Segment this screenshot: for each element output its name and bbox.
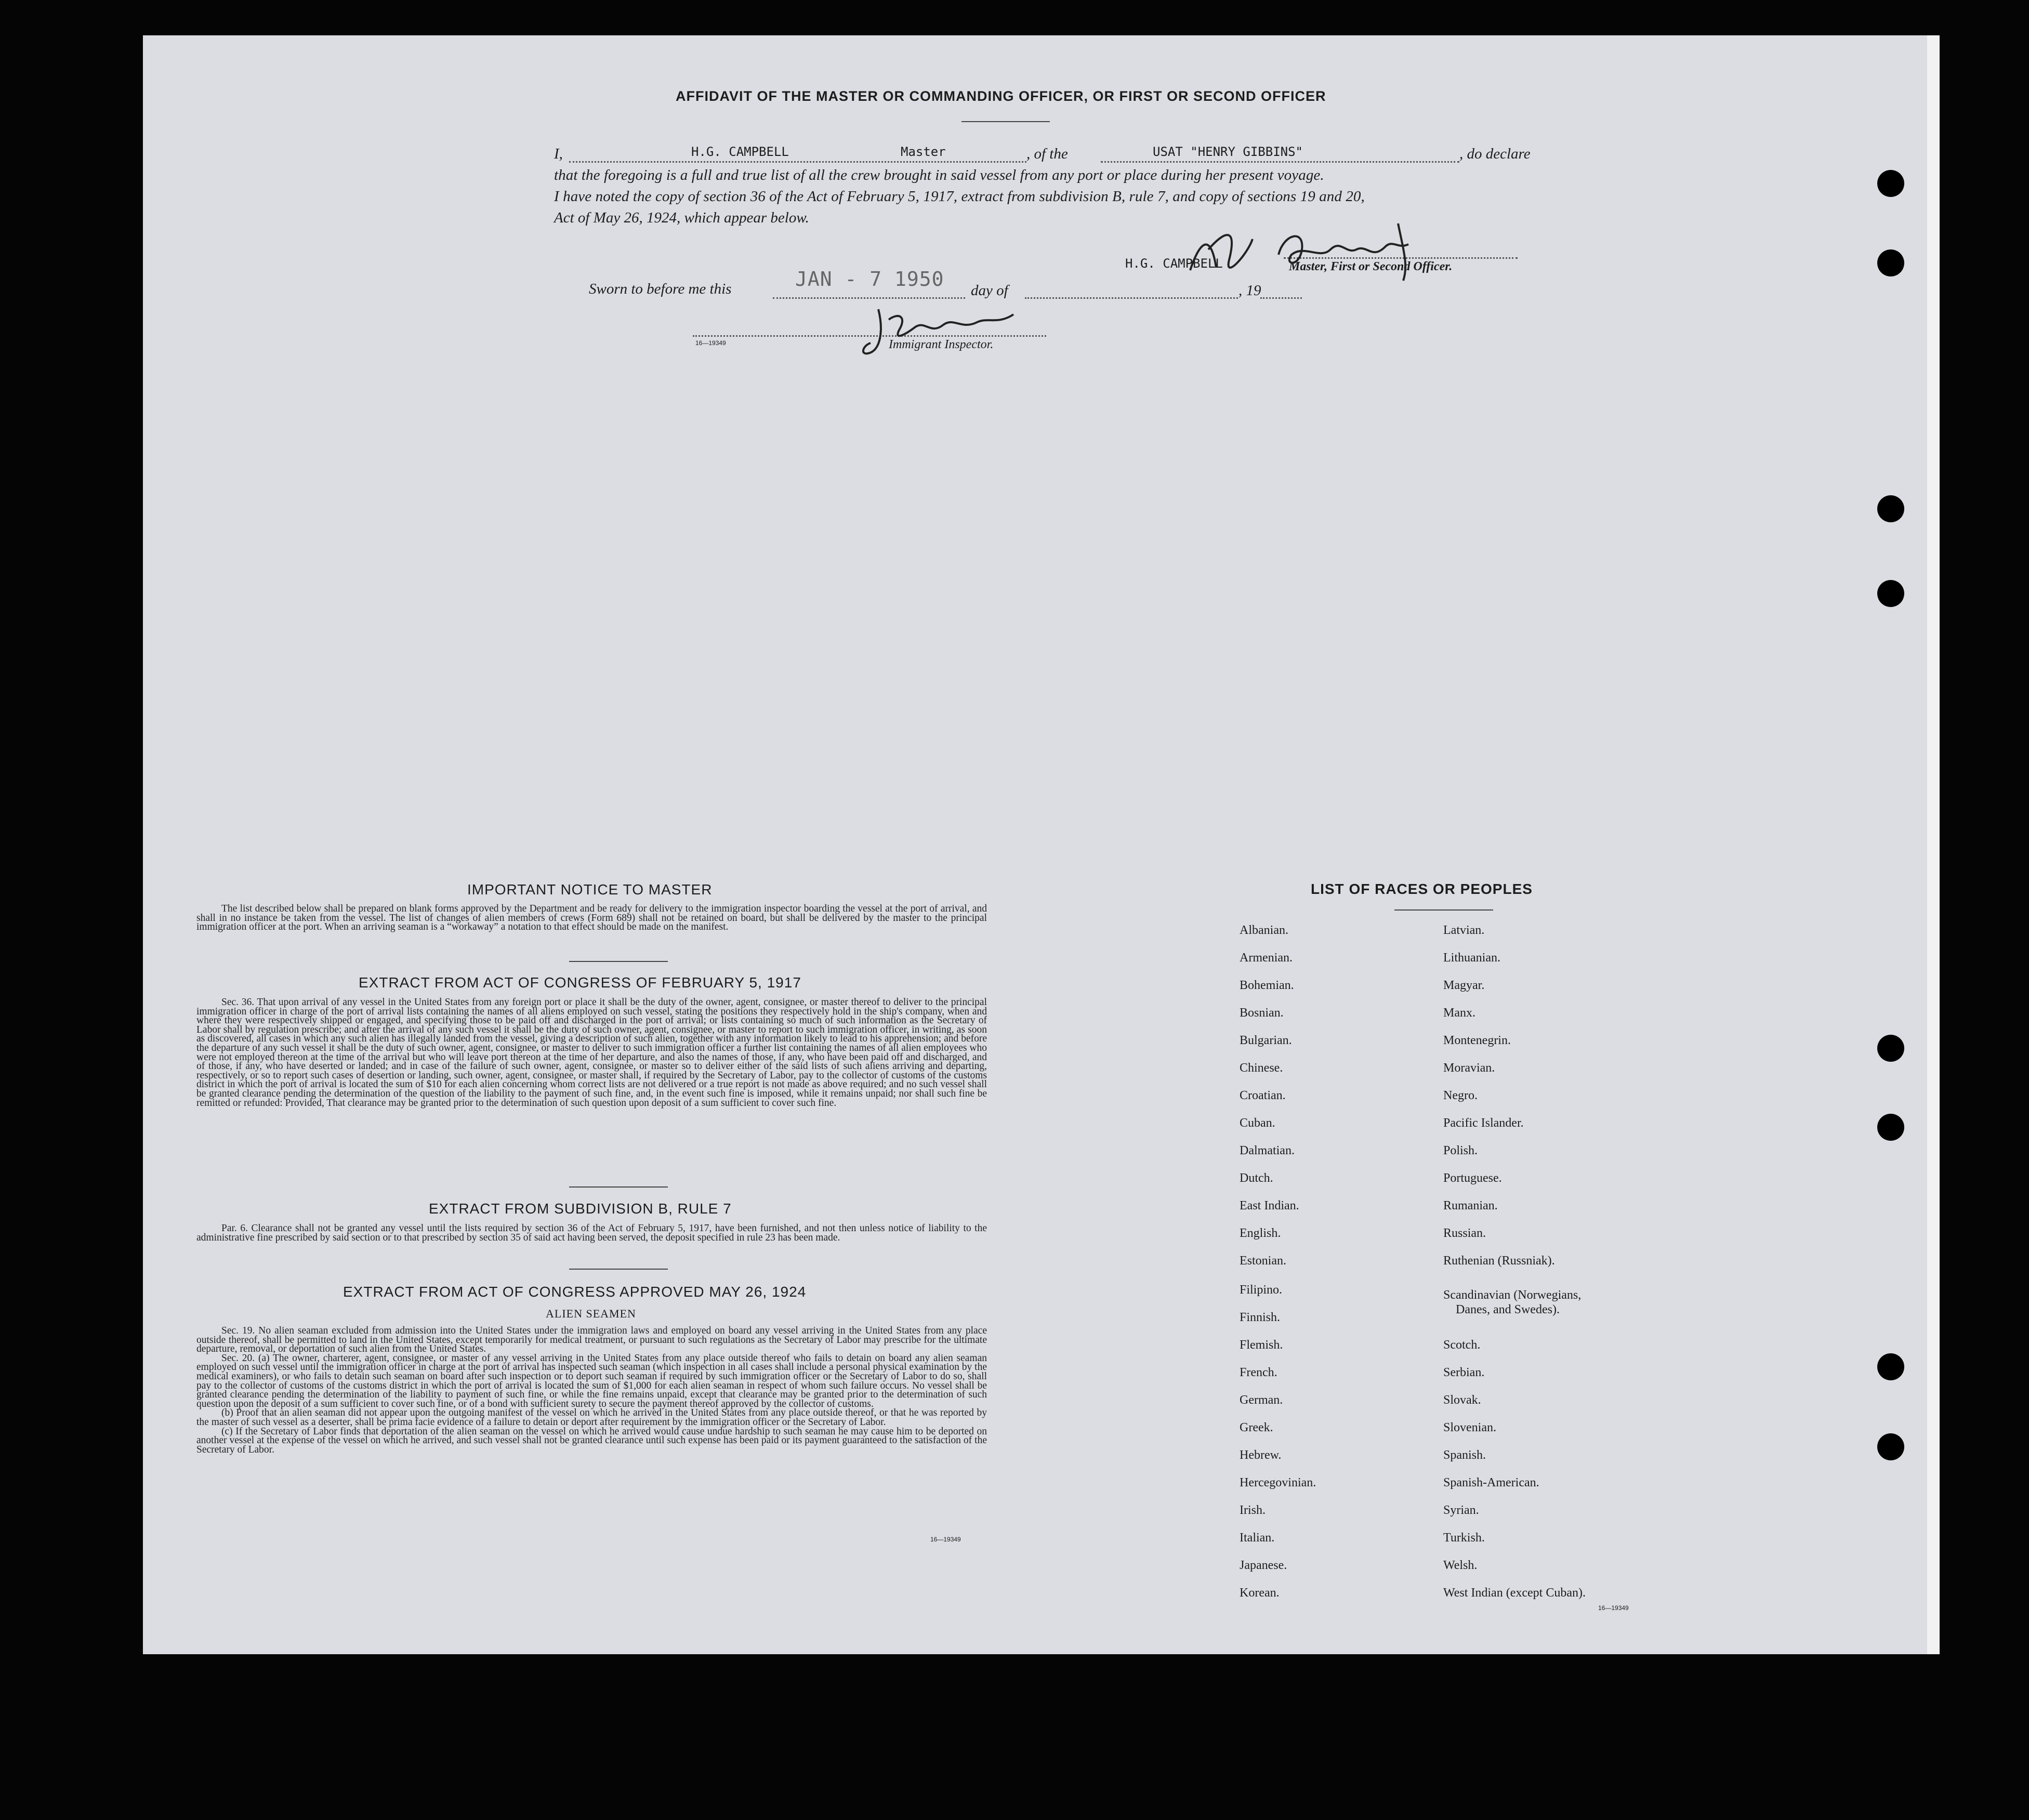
race-item: Scotch. bbox=[1443, 1338, 1481, 1352]
race-item: Manx. bbox=[1443, 1006, 1475, 1020]
race-item: Greek. bbox=[1240, 1421, 1273, 1434]
race-item: Montenegrin. bbox=[1443, 1034, 1511, 1047]
race-item: Dalmatian. bbox=[1240, 1144, 1295, 1157]
race-item: Portuguese. bbox=[1443, 1171, 1502, 1185]
signer-typed: H.G. CAMPBELL bbox=[1125, 256, 1223, 271]
affidavit-line-4: Act of May 26, 1924, which appear below. bbox=[554, 209, 809, 226]
punch-hole bbox=[1877, 1353, 1904, 1380]
notice-paragraph: The list described below shall be prepared on blank forms approved by the Department and be ready for delivery to the immigration inspector boarding the vessel at the port of arrival, and shall in no instance be taken from the vessel. The list of changes of alien members of crews (Form 689) shall not be retained on board, but shall be delivered by the master to the principal immigration officer at the port. When an arriving seaman is a “workaway” a notation to that effect should be made on the manifest. bbox=[196, 903, 987, 933]
race-item: Welsh. bbox=[1443, 1559, 1478, 1572]
race-item: Hercegovinian. bbox=[1240, 1476, 1316, 1489]
race-item: Chinese. bbox=[1240, 1061, 1283, 1075]
race-item: Polish. bbox=[1443, 1144, 1478, 1157]
race-item: Filipino. bbox=[1240, 1283, 1283, 1297]
race-item: Syrian. bbox=[1443, 1504, 1479, 1517]
vessel-typed: USAT "HENRY GIBBINS" bbox=[1153, 144, 1303, 159]
punch-hole bbox=[1877, 1035, 1904, 1062]
race-item: Bohemian. bbox=[1240, 979, 1294, 992]
rule7-body bbox=[196, 1224, 987, 1242]
extract-form-no: 16—19349 bbox=[930, 1536, 961, 1543]
race-item: East Indian. bbox=[1240, 1199, 1299, 1212]
rank-typed: Master bbox=[901, 144, 946, 159]
section-divider bbox=[569, 1186, 668, 1188]
race-item: Negro. bbox=[1443, 1089, 1478, 1102]
race-item: Spanish-American. bbox=[1443, 1476, 1539, 1489]
affidavit-form-no: 16—19349 bbox=[695, 339, 726, 347]
extract-1917-body bbox=[196, 998, 987, 1107]
sec-20a-paragraph: Sec. 20. (a) The owner, charterer, agent, consignee, or master of any vessel arriving in the United States from any place outside thereof who fails to detain on board any alien seaman employed on such vessel until the immigration officer in charge at the port of arrival has inspected such seaman (which inspection in all cases shall include a personal physical examination by the medical examiners), or who fails to detain such seaman on board after such inspection or to deport such seaman if required by such immigration officer or the Secretary of Labor to do so, shall pay to the collector of customs of the customs district in which the port of arrival is located the sum of $1,000 for each alien seaman in respect of whom such failure occurs. No vessel shall be granted clearance pending the determination of the liability to payment of such fine, or while the fine remains unpaid, except that clearance may be granted prior to the determination of such question upon the deposit of a sum sufficient to cover such fine, or of a bond with sufficient surety to secure the payment thereof approved by the collector of customs. bbox=[196, 1352, 987, 1409]
par-6-paragraph: Par. 6. Clearance shall not be granted any vessel until the lists required by section 36 of the Act of February 5, 1917, have been furnished, and not then unless notice of liability to the administrative fine prescribed by said section or to that prescribed by section 35 of said act having been served, the deposit specified in rule 23 has been made. bbox=[196, 1223, 987, 1243]
punch-hole bbox=[1877, 170, 1904, 197]
race-item: German. bbox=[1240, 1393, 1283, 1407]
vessel-line bbox=[1101, 161, 1459, 163]
affidavit-line-2: that the foregoing is a full and true list of all the crew brought in said vessel from any port or place during her present voyage. bbox=[554, 167, 1324, 183]
extract-1924-body bbox=[196, 1326, 987, 1454]
races-form-no: 16—19349 bbox=[1598, 1604, 1629, 1612]
race-item: Pacific Islander. bbox=[1443, 1116, 1524, 1130]
race-item: Estonian. bbox=[1240, 1254, 1286, 1268]
race-item: Cuban. bbox=[1240, 1116, 1275, 1130]
race-item: Turkish. bbox=[1443, 1531, 1485, 1545]
sec-20c-paragraph: (c) If the Secretary of Labor finds that deportation of the alien seaman on the vessel on which he arrived would cause undue hardship to such seaman he may cause him to be deported on another vessel at the expense of the vessel on which he arrived, and such vessel shall not be granted clearance until such expense has been paid or its payment guaranteed to the satisfaction of the Secretary of Labor. bbox=[196, 1426, 987, 1455]
race-item: English. bbox=[1240, 1226, 1281, 1240]
races-divider bbox=[1394, 909, 1493, 911]
year-prefix: , 19 bbox=[1239, 282, 1261, 299]
name-line bbox=[569, 161, 1026, 163]
inspector-label: Immigrant Inspector. bbox=[889, 338, 994, 351]
race-item: Slovak. bbox=[1443, 1393, 1481, 1407]
notice-body bbox=[196, 904, 987, 932]
rule7-title: EXTRACT FROM SUBDIVISION B, RULE 7 bbox=[429, 1201, 732, 1217]
affidavit-i-label: I, bbox=[554, 146, 563, 162]
sworn-label: Sworn to before me this bbox=[589, 281, 732, 297]
race-item: Latvian. bbox=[1443, 924, 1485, 937]
race-item: Ruthenian (Russniak). bbox=[1443, 1254, 1555, 1268]
race-item: Moravian. bbox=[1443, 1061, 1495, 1075]
punch-hole bbox=[1877, 1114, 1904, 1141]
races-title: LIST OF RACES OR PEOPLES bbox=[1311, 881, 1533, 897]
sec-19-paragraph: Sec. 19. No alien seaman excluded from admission into the United States under the immigration laws and employed on board any vessel arriving in the United States from any place outside thereof, shall be permitted to land in the United States, except temporarily for medical treatment, or pursuant to such regulations as the Secretary of Labor may prescribe for the ultimate departure, removal, or deportation of such alien from the United States. bbox=[196, 1325, 987, 1355]
master-label: Master, First or Second Officer. bbox=[1289, 260, 1453, 273]
punch-hole bbox=[1877, 1433, 1904, 1460]
race-item: Korean. bbox=[1240, 1586, 1280, 1600]
race-item: Rumanian. bbox=[1443, 1199, 1498, 1212]
race-item: Bosnian. bbox=[1240, 1006, 1284, 1020]
race-item: Lithuanian. bbox=[1443, 951, 1500, 965]
race-item: Japanese. bbox=[1240, 1559, 1287, 1572]
affidavit-title: AFFIDAVIT OF THE MASTER OR COMMANDING OFFICER, OR FIRST OR SECOND OFFICER bbox=[676, 88, 1326, 104]
race-item: Danes, and Swedes). bbox=[1456, 1303, 1560, 1316]
race-item: Albanian. bbox=[1240, 924, 1288, 937]
punch-hole bbox=[1877, 249, 1904, 276]
alien-seamen-subtitle: ALIEN SEAMEN bbox=[546, 1307, 636, 1320]
affidavit-line-3: I have noted the copy of section 36 of the Act of February 5, 1917, extract from subdivision B, rule 7, and copy of sections 19 and 20, bbox=[554, 188, 1365, 205]
of-the-label: , of the bbox=[1026, 146, 1068, 162]
race-item: Finnish. bbox=[1240, 1311, 1281, 1324]
day-of-label: day of bbox=[971, 282, 1008, 299]
section-divider bbox=[569, 1269, 668, 1270]
race-item: West Indian (except Cuban). bbox=[1443, 1586, 1586, 1600]
race-item: Scandinavian (Norwegians, bbox=[1443, 1288, 1582, 1302]
date-stamp: JAN - 7 1950 bbox=[795, 268, 944, 291]
race-item: Slovenian. bbox=[1443, 1421, 1496, 1434]
race-item: Hebrew. bbox=[1240, 1448, 1282, 1462]
do-declare-label: , do declare bbox=[1459, 146, 1531, 162]
sec-20b-paragraph: (b) Proof that an alien seaman did not appear upon the outgoing manifest of the vessel on which he arrived in the United States from any place outside thereof, or that he was reported by the master of such vessel as a deserter, shall be prima facie evidence of a failure to detain or deport after requirement by the immigration officer or the Secretary of Labor. bbox=[196, 1407, 987, 1428]
month-line bbox=[1025, 297, 1238, 299]
extract-1924-title: EXTRACT FROM ACT OF CONGRESS APPROVED MAY 26, 1924 bbox=[343, 1284, 807, 1300]
master-signature bbox=[1180, 218, 1453, 286]
name-typed: H.G. CAMPBELL bbox=[691, 144, 789, 159]
race-item: Croatian. bbox=[1240, 1089, 1286, 1102]
notice-title: IMPORTANT NOTICE TO MASTER bbox=[467, 881, 713, 898]
section-divider bbox=[569, 961, 668, 962]
race-item: Serbian. bbox=[1443, 1366, 1485, 1379]
race-item: Irish. bbox=[1240, 1504, 1266, 1517]
race-item: Spanish. bbox=[1443, 1448, 1486, 1462]
race-item: Magyar. bbox=[1443, 979, 1485, 992]
punch-hole bbox=[1877, 580, 1904, 607]
title-divider bbox=[961, 121, 1050, 122]
punch-hole bbox=[1877, 495, 1904, 522]
race-item: Bulgarian. bbox=[1240, 1034, 1292, 1047]
race-item: French. bbox=[1240, 1366, 1277, 1379]
race-item: Italian. bbox=[1240, 1531, 1275, 1545]
extract-1917-title: EXTRACT FROM ACT OF CONGRESS OF FEBRUARY 5, 1917 bbox=[359, 974, 801, 991]
race-item: Flemish. bbox=[1240, 1338, 1283, 1352]
race-item: Armenian. bbox=[1240, 951, 1293, 965]
inspector-signature bbox=[858, 299, 1029, 361]
section-36-paragraph: Sec. 36. That upon arrival of any vessel in the United States from any foreign port or place it shall be the duty of the owner, agent, consignee, or master thereof to deliver to the principal immigration officer in charge of the port of arrival lists containing the names of all aliens employed on such vessel, stating the positions they respectively hold in the ship's company, when and where they were respectively shipped or engaged, and specifying those to be paid off and discharged in the port of arrival; or lists containing so much of such information as the Secretary of Labor shall by regulation prescribe; and after the arrival of any such vessel it shall be the duty of such owner, agent, consignee, or master to report to such immigration officer, in writing, as soon as discovered, all cases in which any such alien has illegally landed from the vessel, giving a description of such alien, together with any information likely to lead to his apprehension; and before the departure of any such vessel it shall be the duty of such owner, agent, consignee, or master to deliver to such immigration officer a further list containing the names of all alien employees who were not employed thereon at the time of the arrival but who will leave port thereon at the time of her departure, and also the names of those, if any, who have been paid off and discharged, and of those, if any, who have deserted or landed; and in case of the failure of such owner, agent, consignee, or master so to deliver either of the said lists of such aliens arriving and departing, respectively, or so to report such cases of desertion or landing, such owner, agent, consignee, or master shall, if required by the Secretary of Labor, pay to the collector of customs of the customs district in which the port of arrival is located the sum of $10 for each alien concerning whom correct lists are not delivered or a true report is not made as above required; and no such vessel shall be granted clearance pending the determination of the question of the liability to the payment of such fine, and, in the event such fine is imposed, while it remains unpaid; nor shall such fine be remitted or refunded: Provided, That clearance may be granted prior to the determination of such question upon deposit of a sum sufficient to cover such fine. bbox=[196, 997, 987, 1109]
year-line bbox=[1260, 297, 1302, 299]
race-item: Russian. bbox=[1443, 1226, 1486, 1240]
race-item: Dutch. bbox=[1240, 1171, 1273, 1185]
